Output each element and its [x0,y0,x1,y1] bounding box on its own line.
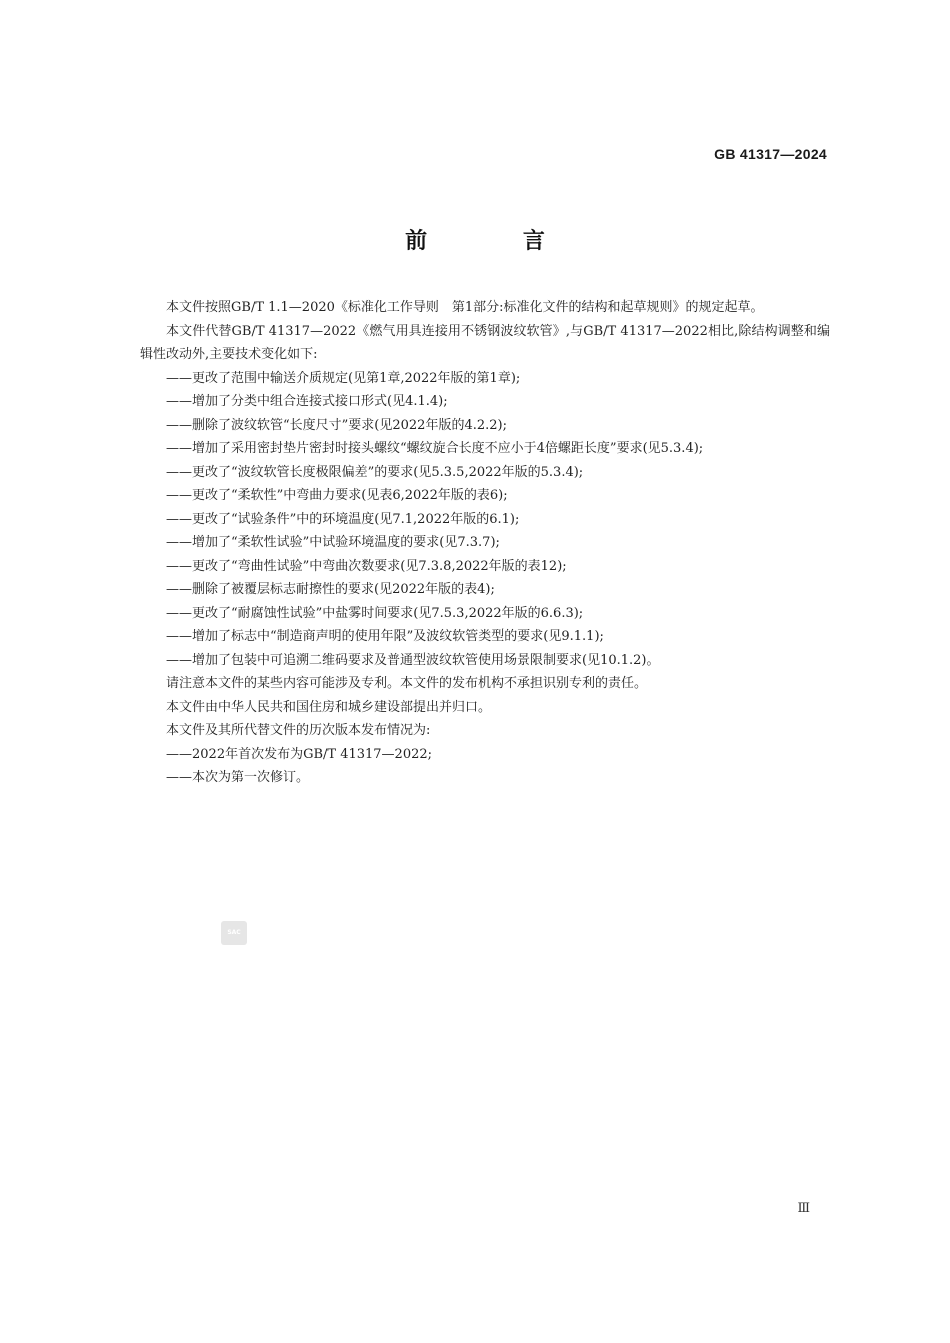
paragraph-history-intro: 本文件及其所代替文件的历次版本发布情况为: [166,723,431,738]
paragraph-drafting-rules: 本文件按照GB/T 1.1—2020《标准化工作导则 第1部分:标准化文件的结构和起草规则》的规定起草。 [166,300,764,315]
version-history-list [140,743,830,790]
paragraph-replacement: 本文件代替GB/T 41317—2022《燃气用具连接用不锈钢波纹软管》,与GB/T 41317—2022相比,除结构调整和编辑性改动外,主要技术变化如下: [140,323,830,362]
list-item: ——2022年首次发布为GB/T 41317—2022; [166,746,433,762]
list-item: ——本次为第一次修订。 [166,770,310,785]
technical-changes-list [140,367,830,673]
list-item: ——删除了被覆层标志耐擦性的要求(见2022年版的表4); [166,582,495,597]
sac-watermark-logo: SAC [221,921,247,945]
list-item: ——删除了波纹软管“长度尺寸”要求(见2022年版的4.2.2); [166,417,507,433]
list-item: ——增加了“柔软性试验”中试验环境温度的要求(见7.3.7); [166,535,500,550]
list-item: ——更改了“柔软性”中弯曲力要求(见表6,2022年版的表6); [166,488,508,503]
list-item: ——更改了“弯曲性试验”中弯曲次数要求(见7.3.8,2022年版的表12); [166,558,567,574]
list-item: ——增加了标志中“制造商声明的使用年限”及波纹软管类型的要求(见9.1.1); [166,629,604,644]
list-item: ——更改了“耐腐蚀性试验”中盐雾时间要求(见7.5.3,2022年版的6.6.3); [166,605,584,621]
list-item: ——更改了“波纹软管长度极限偏差”的要求(见5.3.5,2022年版的5.3.4); [166,464,584,480]
foreword-body [140,296,830,790]
list-item: ——增加了分类中组合连接式接口形式(见4.1.4); [166,394,448,409]
document-code: GB 41317—2024 [714,146,827,162]
paragraph-patent-notice: 请注意本文件的某些内容可能涉及专利。本文件的发布机构不承担识别专利的责任。 [166,676,648,691]
paragraph-proposer: 本文件由中华人民共和国住房和城乡建设部提出并归口。 [166,699,492,715]
list-item: ——增加了采用密封垫片密封时接头螺纹“螺纹旋合长度不应小于4倍螺距长度”要求(见5.3.4); [166,441,704,456]
list-item: ——更改了“试验条件”中的环境温度(见7.1,2022年版的6.1); [166,511,520,527]
page-number: Ⅲ [797,1200,810,1215]
list-item: ——增加了包装中可追溯二维码要求及普通型波纹软管使用场景限制要求(见10.1.2)。 [166,652,660,668]
page-title: 前 言 [405,229,589,254]
list-item: ——更改了范围中输送介质规定(见第1章,2022年版的第1章); [166,370,521,386]
